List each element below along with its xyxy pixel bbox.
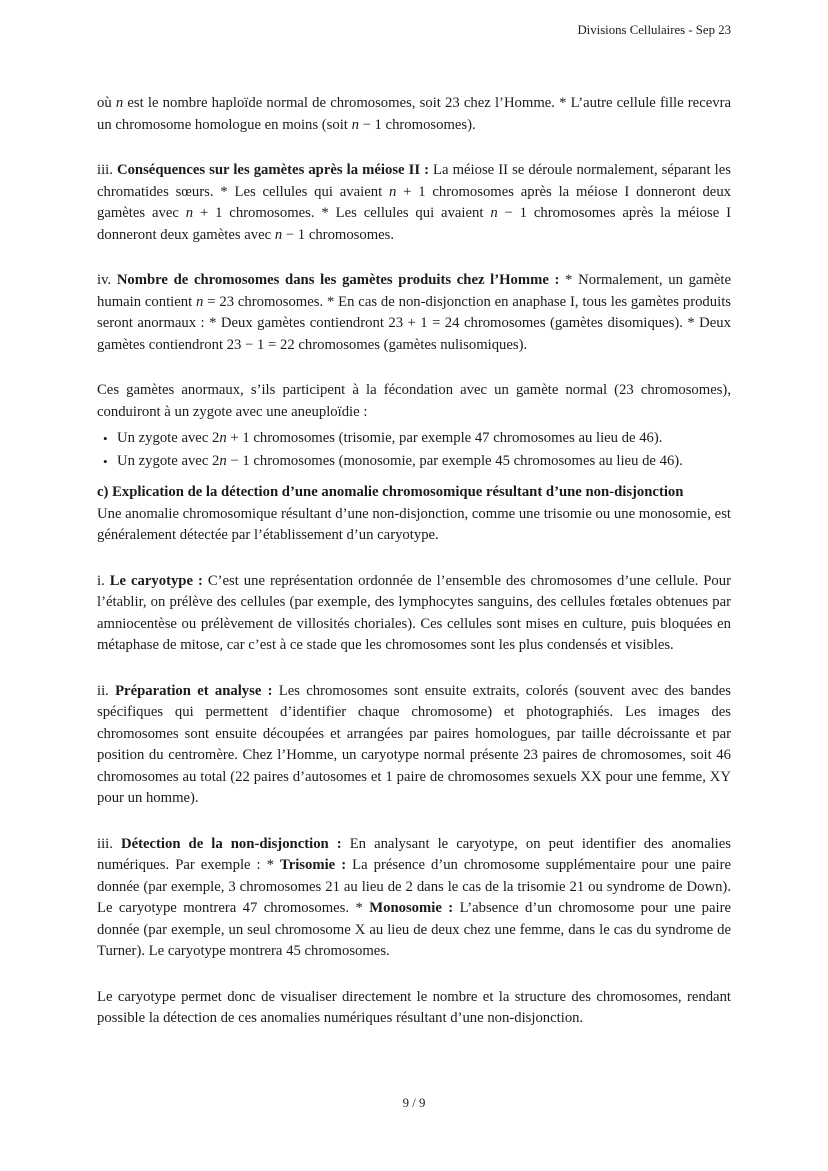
paragraph-intro: où n est le nombre haploïde normal de chromosomes, soit 23 chez l’Homme. * L’autre cellule fille recevra un chromosome homologue en moins (soit n − 1 chromosomes). [97, 95, 731, 133]
paragraph-le-caryotype: i. Le caryotype : C’est une représentation ordonnée de l’ensemble des chromosomes d’une cellule. Pour l’établir, on prélève des cellules (par exemple, des lymphocytes sanguins, des cellules fœtales obtenues par amniocentèse ou prélèvement de villosités choriales). Ces cellules sont mises en culture, puis bloquées en métaphase de mitose, car c’est à ce stade que les chromosomes sont les plus condensés et visibles. [97, 572, 731, 653]
list-item-text: Un zygote avec 2n + 1 chromosomes (trisomie, par exemple 47 chromosomes au lieu de 46). [117, 430, 663, 446]
paragraph-preparation-analyse: ii. Préparation et analyse : Les chromosomes sont ensuite extraits, colorés (souvent avec des bandes spécifiques qui permettent d’identifier chaque chromosome) et photographiés. Les images des chromosomes sont ensuite découpées et arrangées par paires homologues, par taille décroissante et par position du centromère. Chez l’Homme, un caryotype normal présente 23 paires de chromosomes, soit 46 chromosomes au total (22 paires d’autosomes et 1 paire de chromosomes sexuels XX pour une femme, XY pour un homme). [97, 682, 731, 806]
paragraph-gametes-anormaux: Ces gamètes anormaux, s’ils participent à la fécondation avec un gamète normal (23 chromosomes), conduiront à un zygote avec une aneuploïdie : [97, 382, 731, 420]
page-header [97, 22, 731, 38]
paragraph-detection-non-disjonction: iii. Détection de la non-disjonction : En analysant le caryotype, on peut identifier des anomalies numériques. Par exemple : * Trisomie : La présence d’un chromosome supplémentaire pour une paire donnée (par exemple, 3 chromosomes 21 au lieu de 2 dans le cas de la trisomie 21 ou syndrome de Down). Le caryotype montrera 47 chromosomes. * Monosomie : L’absence d’un chromosome pour une paire donnée (par exemple, un seul chromosome X au lieu de deux chez une femme, dans le cas du syndrome de Turner). Le caryotype montrera 45 chromosomes. [97, 835, 732, 959]
paragraph-consequences-meiose-2: iii. Conséquences sur les gamètes après la méiose II : La méiose II se déroule normalement, séparant les chromatides sœurs. * Les cellules qui avaient n + 1 chromosomes après la méiose I donneront deux gamètes avec n + 1 chromosomes. * Les cellules qui avaient n − 1 chromosomes après la méiose I donneront deux gamètes avec n − 1 chromosomes. [97, 162, 732, 243]
bullet-icon: • [103, 453, 108, 469]
header-doc-title: Divisions Cellulaires - Sep 23 [577, 23, 731, 37]
paragraph-nombre-chromosomes: iv. Nombre de chromosomes dans les gamètes produits chez l’Homme : * Normalement, un gamète humain contient n = 23 chromosomes. * En cas de non-disjonction en anaphase I, tous les gamètes produits seront anormaux : * Deux gamètes contiendront 23 + 1 = 24 chromosomes (gamètes disomiques). * Deux gamètes contiendront 23 − 1 = 22 chromosomes (gamètes nulisomiques). [97, 272, 731, 353]
section-heading: c) Explication de la détection d’une anomalie chromosomique résultant d’une non-disjonction [97, 484, 684, 500]
paragraph-conclusion: Le caryotype permet donc de visualiser directement le nombre et la structure des chromosomes, rendant possible la détection de ces anomalies numériques résultant d’une non-disjonction. [97, 988, 731, 1026]
list-item [97, 428, 731, 450]
paragraph-anomalie: Une anomalie chromosomique résultant d’une non-disjonction, comme une trisomie ou une monosomie, est généralement détectée par l’établissement d’un caryotype. [97, 505, 731, 543]
document-body [97, 93, 731, 1054]
bullet-list [97, 428, 731, 472]
page-number: 9 / 9 [402, 1096, 426, 1110]
page-footer [0, 1096, 828, 1111]
list-item [97, 451, 731, 473]
bullet-icon: • [103, 431, 108, 446]
list-item-text: Un zygote avec 2n − 1 chromosomes (monosomie, par exemple 45 chromosomes au lieu de 46). [117, 452, 683, 469]
